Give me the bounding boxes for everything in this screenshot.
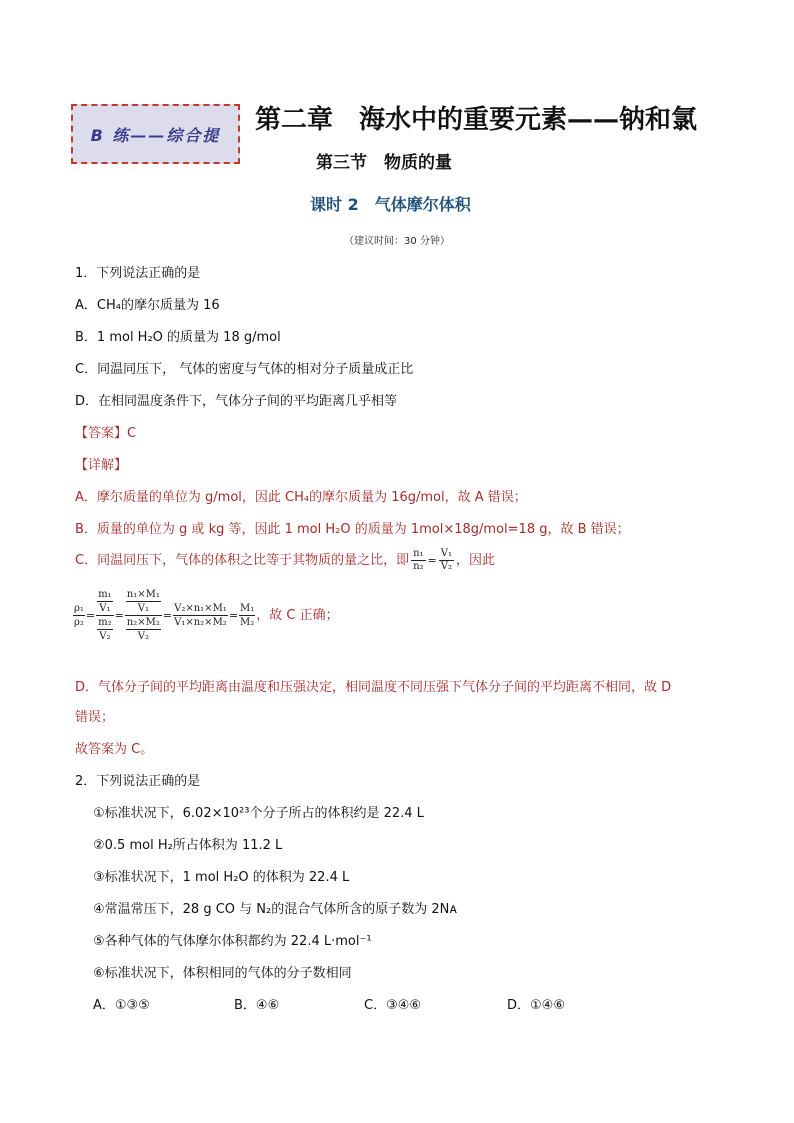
q2-option-c[interactable]: C．③④⑥ bbox=[364, 998, 422, 1013]
equals-sign: = bbox=[162, 609, 173, 622]
q2-item-5: ⑤各种气体的气体摩尔体积都约为 22.4 L·mol⁻¹ bbox=[93, 934, 372, 949]
equals-sign: = bbox=[228, 609, 239, 622]
q2-option-d[interactable]: D．①④⑥ bbox=[507, 998, 565, 1013]
molar-mass-ratio bbox=[239, 602, 255, 629]
equals-sign: = bbox=[427, 554, 437, 567]
q1-answer: 【答案】C bbox=[75, 426, 137, 441]
equals-sign: = bbox=[85, 609, 96, 622]
m2: m₂ bbox=[98, 617, 112, 628]
explain-c-text: C．同温同压下，气体的体积之比等于其物质的量之比，即 bbox=[75, 553, 410, 568]
q1-explain-a: A．摩尔质量的单位为 g/mol，因此 CH₄的摩尔质量为 16g/mol，故 A 错误； bbox=[75, 490, 527, 505]
q1-stem: 1．下列说法正确的是 bbox=[75, 266, 201, 281]
formula-conclusion: ，故 C 正确； bbox=[256, 608, 339, 623]
q2-stem: 2．下列说法正确的是 bbox=[75, 774, 201, 789]
rho1: ρ₁ bbox=[74, 603, 84, 614]
chapter-title: 第二章 海水中的重要元素——钠和氯 bbox=[255, 105, 698, 135]
denominator bbox=[125, 616, 162, 643]
q2-item-1: ①标准状况下，6.02×10²³个分子所占的体积约是 22.4 L bbox=[93, 806, 424, 821]
q1-option-a: A．CH₄的摩尔质量为 16 bbox=[75, 298, 220, 313]
section-title: 第三节 物质的量 bbox=[316, 153, 452, 173]
q1-explain-b: B．质量的单位为 g 或 kg 等，因此 1 mol H₂O 的质量为 1mol×18g/mol=18 g，故 B 错误； bbox=[75, 522, 630, 537]
fraction-denominator: n₂ bbox=[413, 561, 424, 572]
q2-item-4: ④常温常压下，28 g CO 与 N₂的混合气体所含的原子数为 2Nᴀ bbox=[93, 902, 458, 917]
equals-sign: = bbox=[114, 609, 124, 622]
denominator bbox=[96, 616, 114, 643]
denominator: V₁×n₂×M₂ bbox=[174, 617, 227, 628]
q1-explain-d-line1: D．气体分子间的平均距离由温度和压强决定，相同温度不同压强下气体分子间的平均距离不相同，故 D bbox=[75, 680, 672, 695]
m1: m₁ bbox=[98, 589, 112, 600]
v2: V₂ bbox=[99, 631, 111, 642]
q2-item-2: ②0.5 mol H₂所占体积为 11.2 L bbox=[93, 838, 283, 853]
rho2: ρ₂ bbox=[74, 617, 84, 628]
numerator bbox=[96, 588, 114, 616]
mass-volume-ratio bbox=[96, 588, 114, 643]
rho-ratio bbox=[73, 602, 85, 629]
q2-item-3: ③标准状况下，1 mol H₂O 的体积为 22.4 L bbox=[93, 870, 350, 885]
q2-option-b[interactable]: B．④⑥ bbox=[234, 998, 280, 1013]
numerator bbox=[125, 588, 162, 616]
combined-ratio bbox=[173, 602, 228, 629]
M2: M₂ bbox=[240, 617, 255, 628]
q2-option-a[interactable]: A．①③⑤ bbox=[93, 998, 150, 1013]
fraction-denominator: V₂ bbox=[440, 561, 452, 572]
fraction-numerator: n₁ bbox=[413, 548, 424, 559]
q1-option-d: D．在相同温度条件下，气体分子间的平均距离几乎相等 bbox=[75, 394, 398, 409]
v1: V₁ bbox=[137, 603, 149, 614]
q2-item-6: ⑥标准状况下，体积相同的气体的分子数相同 bbox=[93, 966, 352, 981]
q1-conclusion: 故答案为 C。 bbox=[75, 742, 154, 757]
q1-option-c: C．同温同压下， 气体的密度与气体的相对分子质量成正比 bbox=[75, 362, 414, 377]
q1-detail-heading: 【详解】 bbox=[75, 458, 128, 473]
explain-c-suffix: ，因此 bbox=[455, 553, 495, 568]
q1-explain-d-line2: 错误； bbox=[75, 710, 115, 725]
fraction-numerator: V₁ bbox=[440, 548, 452, 559]
density-formula bbox=[72, 588, 339, 643]
nm-ratio bbox=[125, 588, 162, 643]
lesson-title: 课时 2 气体摩尔体积 bbox=[310, 195, 471, 214]
q1-option-b: B．1 mol H₂O 的质量为 18 g/mol bbox=[75, 330, 281, 345]
numerator: V₂×n₁×M₁ bbox=[174, 603, 227, 614]
v2: V₂ bbox=[137, 631, 149, 642]
ratio-v-fraction bbox=[439, 548, 454, 573]
q1-explain-c bbox=[75, 548, 495, 573]
n2m2: n₂×M₂ bbox=[126, 617, 160, 628]
suggested-time: （建议时间：30 分钟） bbox=[344, 236, 450, 247]
v1: V₁ bbox=[99, 603, 111, 614]
section-badge: B 练——综合提 bbox=[71, 104, 240, 164]
ratio-n-fraction bbox=[411, 548, 425, 573]
n1m1: n₁×M₁ bbox=[126, 589, 160, 600]
M1: M₁ bbox=[240, 603, 255, 614]
